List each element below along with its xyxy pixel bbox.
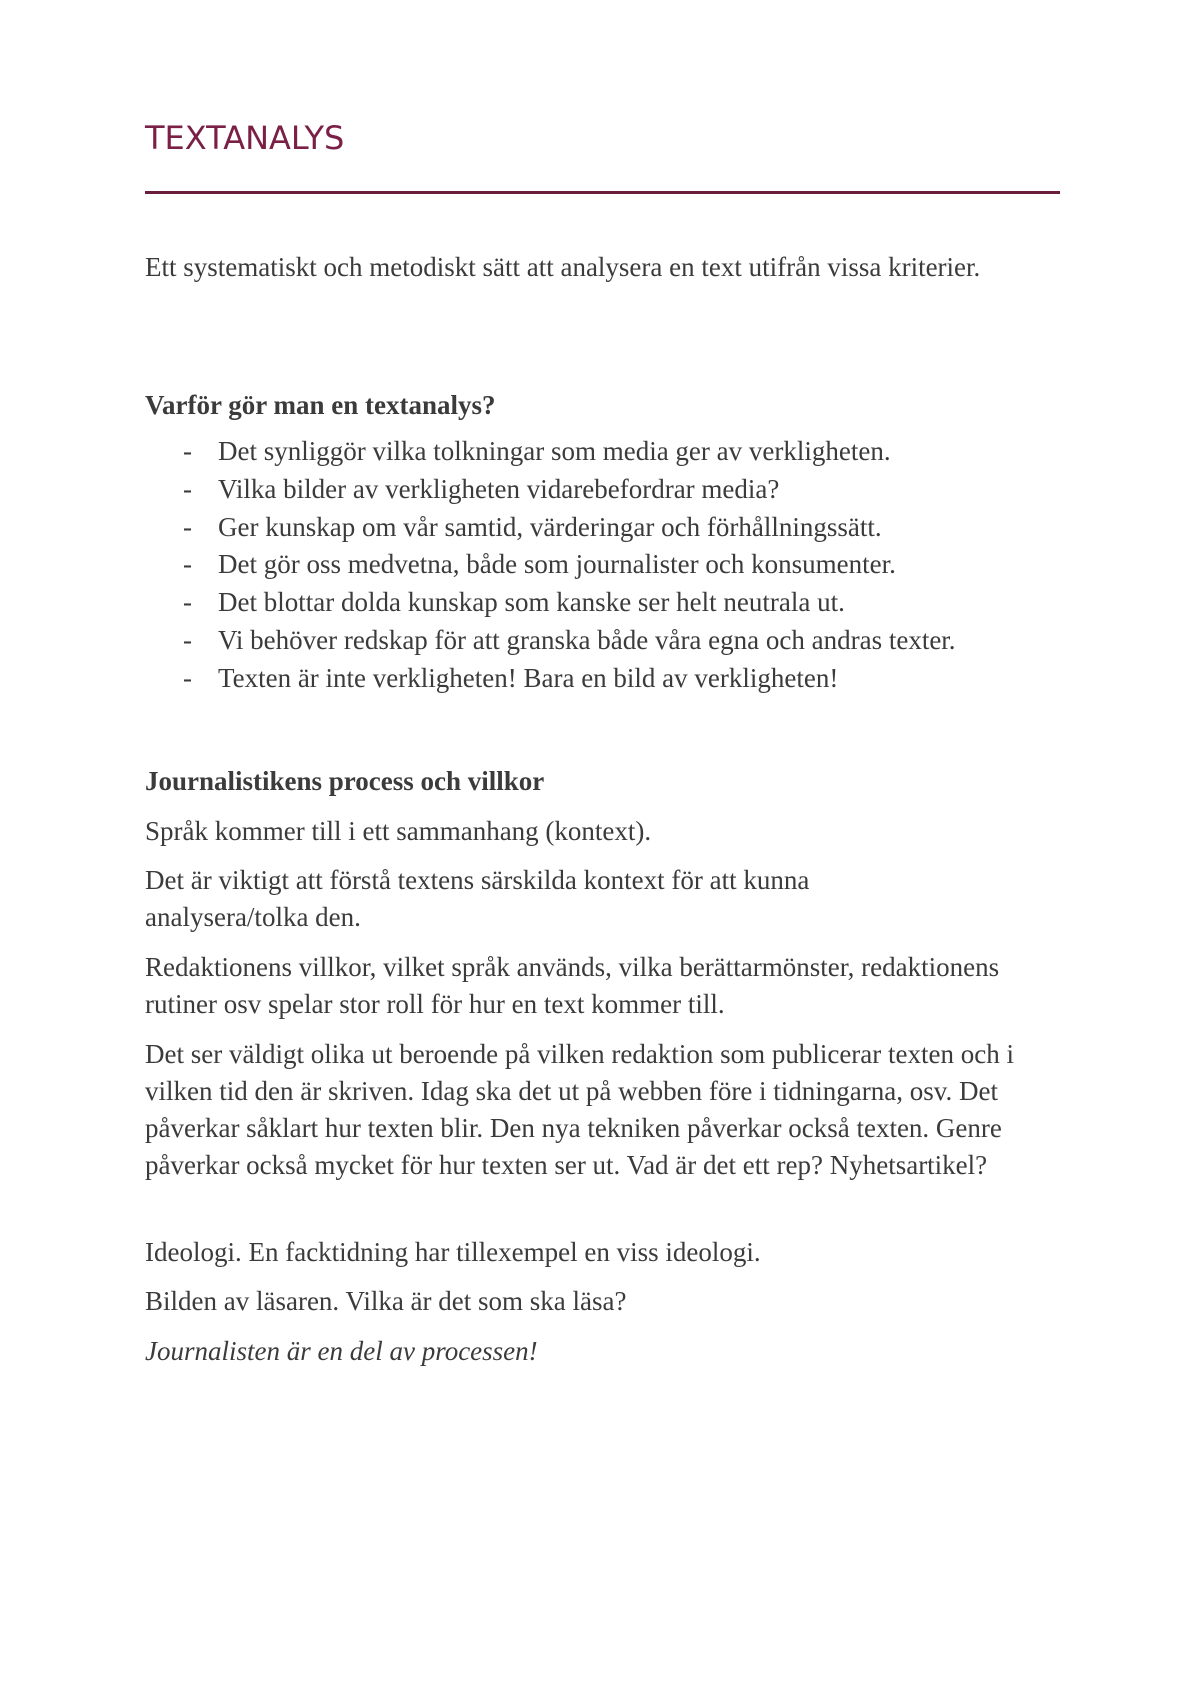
reasons-list bbox=[145, 433, 1075, 698]
list-item-text: Ger kunskap om vår samtid, värderingar och förhållningssätt. bbox=[218, 511, 882, 542]
bullet-dash: - bbox=[183, 587, 192, 618]
bullet-dash: - bbox=[183, 511, 192, 542]
bullet-dash: - bbox=[183, 662, 192, 693]
list-item bbox=[145, 471, 1075, 509]
list-item-text: Det blottar dolda kunskap som kanske ser helt neutrala ut. bbox=[218, 587, 845, 618]
page-title: TEXTANALYS bbox=[145, 119, 345, 157]
paragraph-kontext: Språk kommer till i ett sammanhang (kontext). bbox=[145, 816, 652, 846]
list-item bbox=[145, 546, 1075, 584]
bullet-dash: - bbox=[183, 549, 192, 580]
list-item-text: Vi behöver redskap för att granska både våra egna och andras texter. bbox=[218, 624, 956, 655]
list-item bbox=[145, 622, 1075, 660]
closing-italic-statement: Journalisten är en del av processen! bbox=[145, 1336, 538, 1366]
bullet-dash: - bbox=[183, 473, 192, 504]
paragraph-redaktionens: Redaktionens villkor, vilket språk används, vilka berättarmönster, redaktionens rutiner osv spelar stor roll för hur en text kommer till. bbox=[145, 952, 1000, 1019]
paragraph-redaktion-tid: Det ser väldigt olika ut beroende på vilken redaktion som publicerar texten och i vilken tid den är skriven. Idag ska det ut på webben före i tidningarna, osv. Det påverkar såklart hur texten blir. Den nya tekniken påverkar också texten. Genre påverkar också mycket för hur texten ser ut. Vad är det ett rep? Nyhetsartikel? bbox=[145, 1039, 1014, 1180]
bullet-dash: - bbox=[183, 436, 192, 466]
paragraph-ideologi: Ideologi. En facktidning har tillexempel en viss ideologi. bbox=[145, 1237, 761, 1267]
bullet-dash: - bbox=[183, 624, 192, 655]
list-item bbox=[145, 433, 1075, 471]
list-item-text: Det gör oss medvetna, både som journalister och konsumenter. bbox=[218, 549, 896, 580]
list-item bbox=[145, 584, 1075, 622]
paragraph-forsta: Det är viktigt att förstå textens särskilda kontext för att kunna analysera/tolka den. bbox=[145, 865, 810, 932]
section-heading-journalistikens: Journalistikens process och villkor bbox=[145, 766, 545, 796]
list-item-text: Det synliggör vilka tolkningar som media ger av verkligheten. bbox=[218, 436, 891, 466]
paragraph-lasaren: Bilden av läsaren. Vilka är det som ska läsa? bbox=[145, 1286, 627, 1316]
list-item-text: Vilka bilder av verkligheten vidarebefordrar media? bbox=[218, 473, 780, 504]
section-heading-varfor: Varför gör man en textanalys? bbox=[145, 390, 496, 420]
list-item bbox=[145, 509, 1075, 547]
title-divider bbox=[145, 191, 1060, 194]
list-item bbox=[145, 660, 1075, 698]
intro-paragraph: Ett systematiskt och metodiskt sätt att analysera en text utifrån vissa kriterier. bbox=[145, 252, 981, 282]
list-item-text: Texten är inte verkligheten! Bara en bild av verkligheten! bbox=[218, 662, 839, 693]
